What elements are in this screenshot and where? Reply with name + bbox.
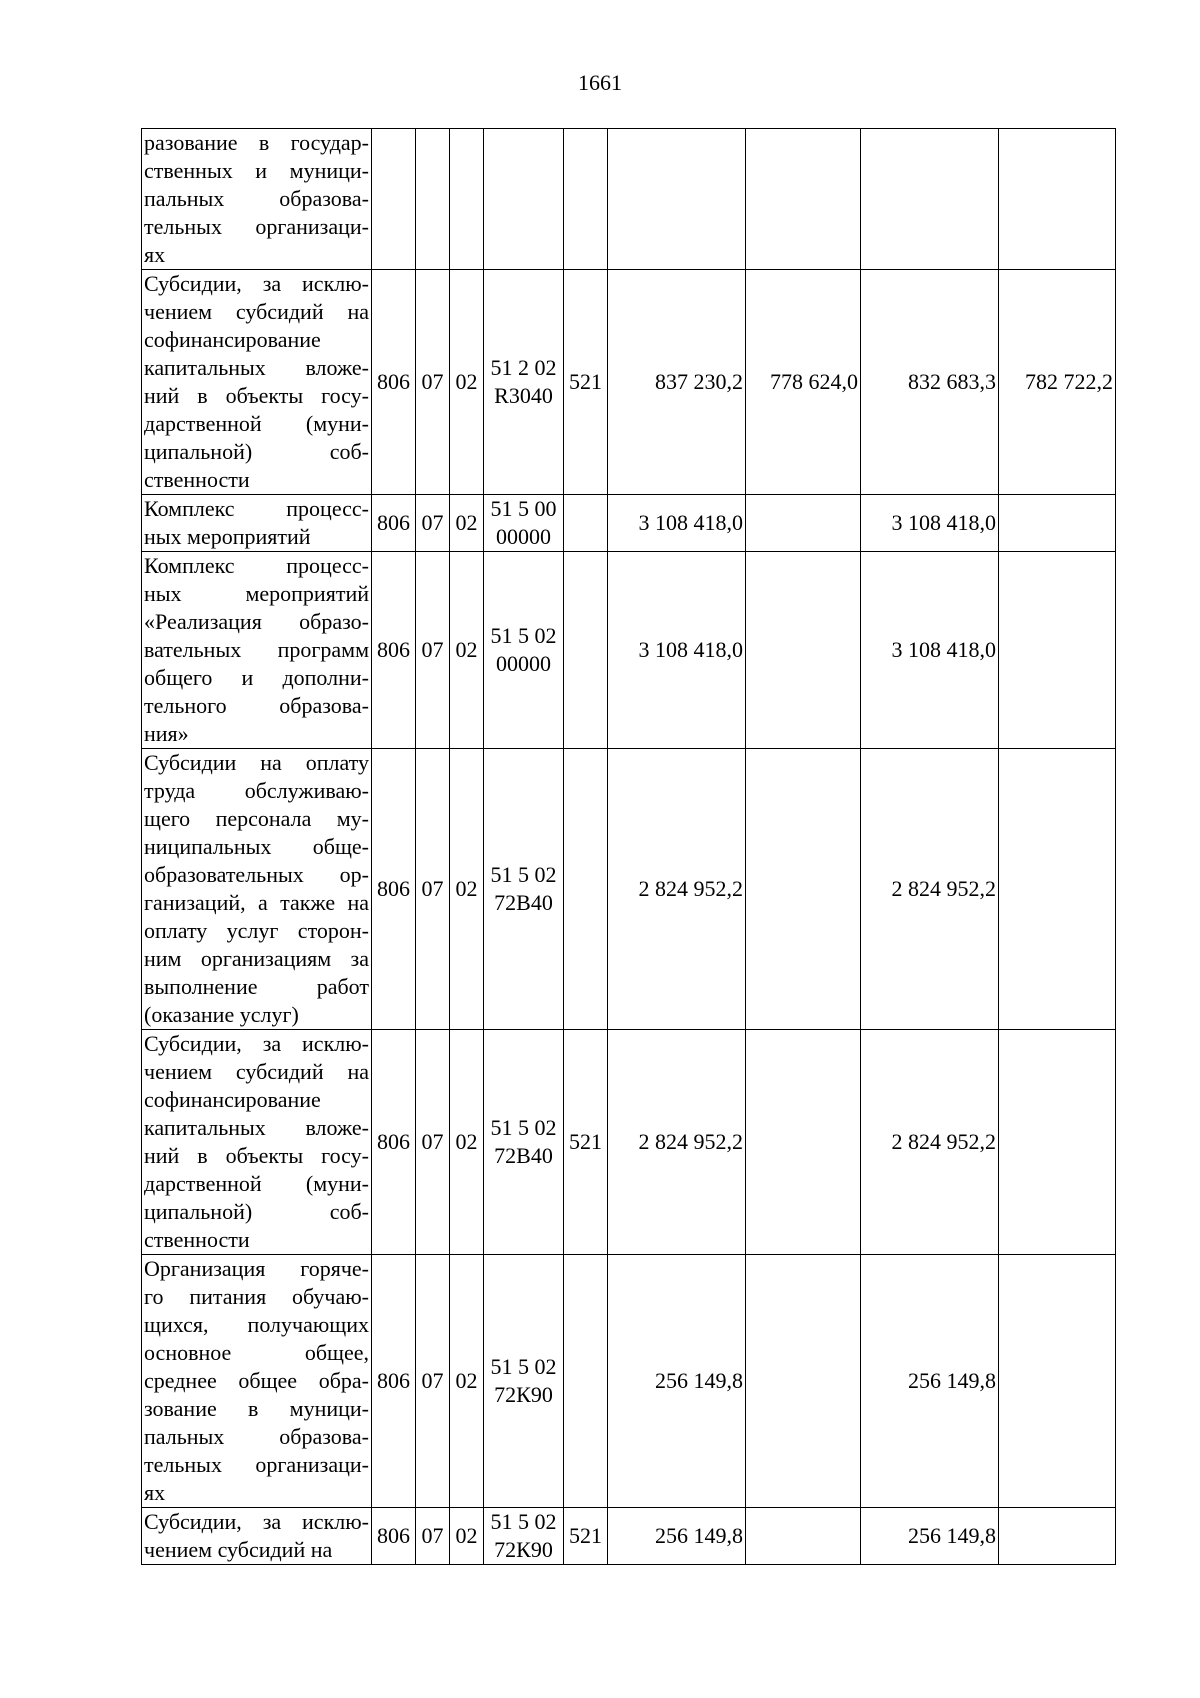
row-name-cell — [142, 552, 372, 749]
expense-type-cell — [564, 552, 608, 749]
row-name-line: Комплекс процесс- — [144, 553, 369, 578]
row-name-line: го питания обучаю- — [144, 1284, 369, 1309]
row-name-line: дарственной (муни- — [144, 411, 369, 436]
row-name-line: тельного образова- — [144, 693, 369, 718]
amount-cell-2 — [746, 1508, 861, 1565]
row-name-line: выполнение работ — [144, 974, 369, 999]
row-name-line: щихся, получающих — [144, 1312, 369, 1337]
row-name-line: ных мероприятий — [144, 581, 369, 606]
target-article-cell — [484, 495, 564, 552]
section-code-cell: 07 — [416, 552, 450, 749]
amount-cell-1: 256 149,8 — [608, 1508, 746, 1565]
section-code-cell: 07 — [416, 1255, 450, 1508]
expense-type-cell: 521 — [564, 270, 608, 495]
target-article-part: 51 2 02 — [490, 355, 557, 380]
target-article-part: 72К90 — [494, 1382, 553, 1407]
budget-table — [141, 128, 1116, 1565]
row-name-cell — [142, 129, 372, 270]
subsection-code-cell: 02 — [450, 495, 484, 552]
table-row — [142, 1255, 1116, 1508]
row-name-line: ственности — [144, 1227, 250, 1252]
subsection-code-cell: 02 — [450, 1508, 484, 1565]
target-article-part: 51 5 00 — [490, 496, 557, 521]
row-name-line: капитальных вложе- — [144, 1115, 369, 1140]
row-name-line: чением субсидий на — [144, 299, 369, 324]
amount-cell-1: 3 108 418,0 — [608, 495, 746, 552]
row-name-line: Субсидии, за исклю- — [144, 271, 369, 296]
row-name-line: ных мероприятий — [144, 524, 311, 549]
row-name-cell — [142, 495, 372, 552]
amount-cell-1: 3 108 418,0 — [608, 552, 746, 749]
amount-cell-3: 256 149,8 — [861, 1508, 999, 1565]
ved-code-cell: 806 — [372, 270, 416, 495]
amount-cell-3: 2 824 952,2 — [861, 749, 999, 1030]
row-name-line: ниципальных обще- — [144, 834, 369, 859]
target-article-part: 72В40 — [494, 890, 553, 915]
row-name-line: ния» — [144, 721, 189, 746]
row-name-line: образовательных ор- — [144, 862, 369, 887]
amount-cell-3 — [861, 129, 999, 270]
row-name-line: (оказание услуг) — [144, 1002, 299, 1027]
row-name-line: дарственной (муни- — [144, 1171, 369, 1196]
row-name-line: разование в государ- — [144, 130, 369, 155]
row-name-line: ний в объекты госу- — [144, 383, 369, 408]
amount-cell-2: 778 624,0 — [746, 270, 861, 495]
target-article-part: 51 5 02 — [490, 1115, 557, 1140]
row-name-line: ципальной) соб- — [144, 1199, 369, 1224]
row-name-cell — [142, 749, 372, 1030]
ved-code-cell: 806 — [372, 1255, 416, 1508]
table-row — [142, 495, 1116, 552]
row-name-line: чением субсидий на — [144, 1059, 369, 1084]
amount-cell-4 — [999, 495, 1116, 552]
expense-type-cell — [564, 749, 608, 1030]
row-name-line: ственности — [144, 467, 250, 492]
amount-cell-2 — [746, 129, 861, 270]
row-name-line: ганизаций, а также на — [144, 890, 369, 915]
target-article-part: 51 5 02 — [490, 623, 557, 648]
table-row — [142, 552, 1116, 749]
section-code-cell — [416, 129, 450, 270]
amount-cell-2 — [746, 552, 861, 749]
ved-code-cell — [372, 129, 416, 270]
table-row — [142, 1508, 1116, 1565]
row-name-cell — [142, 270, 372, 495]
row-name-line: труда обслуживаю- — [144, 778, 369, 803]
amount-cell-4 — [999, 1508, 1116, 1565]
table-row — [142, 1030, 1116, 1255]
target-article-part: 72В40 — [494, 1143, 553, 1168]
row-name-line: оплату услуг сторон- — [144, 918, 369, 943]
row-name-line: зование в муници- — [144, 1396, 369, 1421]
section-code-cell: 07 — [416, 495, 450, 552]
target-article-part: 51 5 02 — [490, 1354, 557, 1379]
target-article-cell — [484, 270, 564, 495]
amount-cell-2 — [746, 749, 861, 1030]
amount-cell-4 — [999, 749, 1116, 1030]
row-name-line: общего и дополни- — [144, 665, 369, 690]
amount-cell-1: 256 149,8 — [608, 1255, 746, 1508]
row-name-line: основное общее, — [144, 1340, 369, 1365]
target-article-part: 72К90 — [494, 1537, 553, 1562]
amount-cell-2 — [746, 1255, 861, 1508]
target-article-part: 51 5 02 — [490, 1509, 557, 1534]
row-name-line: Субсидии, за исклю- — [144, 1509, 369, 1534]
ved-code-cell: 806 — [372, 1508, 416, 1565]
section-code-cell: 07 — [416, 1508, 450, 1565]
target-article-part: 00000 — [496, 651, 551, 676]
amount-cell-3: 3 108 418,0 — [861, 552, 999, 749]
row-name-line: ях — [144, 1480, 166, 1505]
subsection-code-cell: 02 — [450, 749, 484, 1030]
amount-cell-3: 256 149,8 — [861, 1255, 999, 1508]
expense-type-cell — [564, 1255, 608, 1508]
row-name-line: Субсидии, за исклю- — [144, 1031, 369, 1056]
subsection-code-cell: 02 — [450, 552, 484, 749]
amount-cell-3: 832 683,3 — [861, 270, 999, 495]
row-name-cell — [142, 1508, 372, 1565]
row-name-line: щего персонала му- — [144, 806, 369, 831]
page-number: 1661 — [578, 70, 622, 95]
expense-type-cell: 521 — [564, 1030, 608, 1255]
target-article-cell — [484, 1508, 564, 1565]
row-name-line: софинансирование — [144, 1087, 321, 1112]
ved-code-cell: 806 — [372, 495, 416, 552]
subsection-code-cell: 02 — [450, 1255, 484, 1508]
expense-type-cell — [564, 129, 608, 270]
amount-cell-4 — [999, 552, 1116, 749]
target-article-cell — [484, 129, 564, 270]
row-name-line: чением субсидий на — [144, 1537, 333, 1562]
target-article-cell — [484, 1030, 564, 1255]
row-name-cell — [142, 1030, 372, 1255]
row-name-line: пальных образова- — [144, 1424, 369, 1449]
row-name-line: Организация горяче- — [144, 1256, 369, 1281]
row-name-line: ственных и муници- — [144, 158, 369, 183]
target-article-part: R3040 — [494, 383, 553, 408]
amount-cell-1: 2 824 952,2 — [608, 1030, 746, 1255]
row-name-line: Субсидии на оплату — [144, 750, 369, 775]
target-article-cell — [484, 552, 564, 749]
amount-cell-3: 2 824 952,2 — [861, 1030, 999, 1255]
amount-cell-4 — [999, 1030, 1116, 1255]
row-name-line: софинансирование — [144, 327, 321, 352]
ved-code-cell: 806 — [372, 1030, 416, 1255]
expense-type-cell: 521 — [564, 1508, 608, 1565]
table-row — [142, 749, 1116, 1030]
table-row — [142, 270, 1116, 495]
row-name-line: среднее общее обра- — [144, 1368, 369, 1393]
row-name-line: ний в объекты госу- — [144, 1143, 369, 1168]
ved-code-cell: 806 — [372, 552, 416, 749]
row-name-line: вательных программ — [144, 637, 369, 662]
target-article-cell — [484, 1255, 564, 1508]
section-code-cell: 07 — [416, 270, 450, 495]
row-name-line: ципальной) соб- — [144, 439, 369, 464]
subsection-code-cell: 02 — [450, 1030, 484, 1255]
amount-cell-3: 3 108 418,0 — [861, 495, 999, 552]
table-row — [142, 129, 1116, 270]
row-name-line: тельных организаци- — [144, 214, 369, 239]
row-name-cell — [142, 1255, 372, 1508]
subsection-code-cell — [450, 129, 484, 270]
row-name-line: капитальных вложе- — [144, 355, 369, 380]
amount-cell-1 — [608, 129, 746, 270]
row-name-line: Комплекс процесс- — [144, 496, 369, 521]
amount-cell-4 — [999, 129, 1116, 270]
row-name-line: ях — [144, 242, 166, 267]
amount-cell-1: 2 824 952,2 — [608, 749, 746, 1030]
section-code-cell: 07 — [416, 1030, 450, 1255]
row-name-line: тельных организаци- — [144, 1452, 369, 1477]
amount-cell-4: 782 722,2 — [999, 270, 1116, 495]
row-name-line: пальных образова- — [144, 186, 369, 211]
target-article-part: 51 5 02 — [490, 862, 557, 887]
amount-cell-4 — [999, 1255, 1116, 1508]
row-name-line: «Реализация образо- — [144, 609, 369, 634]
ved-code-cell: 806 — [372, 749, 416, 1030]
target-article-part: 00000 — [496, 524, 551, 549]
expense-type-cell — [564, 495, 608, 552]
section-code-cell: 07 — [416, 749, 450, 1030]
amount-cell-2 — [746, 1030, 861, 1255]
row-name-line: ним организациям за — [144, 946, 369, 971]
amount-cell-2 — [746, 495, 861, 552]
amount-cell-1: 837 230,2 — [608, 270, 746, 495]
subsection-code-cell: 02 — [450, 270, 484, 495]
target-article-cell — [484, 749, 564, 1030]
